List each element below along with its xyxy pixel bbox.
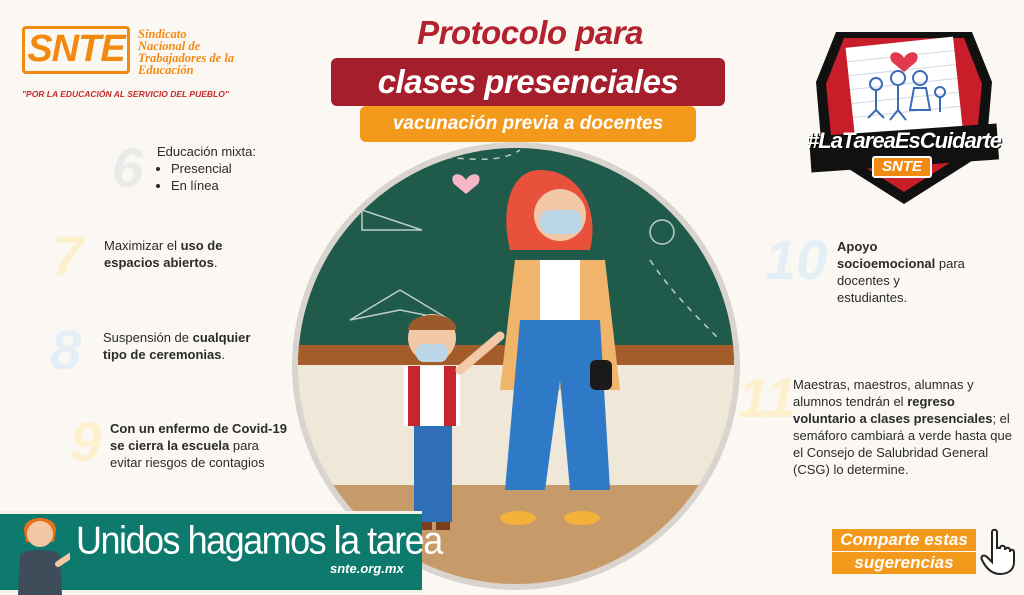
item-8-number: 8 (50, 318, 82, 381)
bullet-en-linea: • En línea (171, 177, 307, 194)
subtitle-banner: vacunación previa a docentes (360, 106, 696, 142)
share-line-2: sugerencias (832, 552, 976, 574)
item-8-text: Suspensión de cualquier tipo de ceremonias. (103, 330, 251, 362)
item-10-text: Apoyo socioemocional para docentes y estudiantes. (837, 239, 965, 305)
campaign-hashtag: #LaTareaEsCuidarte (807, 128, 1001, 153)
teacher-pointing-icon (14, 508, 70, 595)
item-9-number: 9 (70, 410, 102, 473)
share-line-1: Comparte estas (832, 529, 976, 551)
website-link[interactable]: snte.org.mx (330, 561, 404, 576)
snte-logo: SNTE (22, 26, 130, 74)
item-11-text: Maestras, maestros, alumnas y alumnos tendrán el regreso voluntario a clases presenciales; el semáforo cambiará a verde hasta que el Consejo de Salubridad General (CSG) lo determine. (793, 377, 1012, 477)
title-line-2: clases presenciales (331, 58, 725, 106)
share-button[interactable] (832, 528, 976, 575)
org-name: Sindicato Nacional de Trabajadores de la Educación (138, 27, 235, 77)
item-7-text: Maximizar el uso de espacios abiertos. (104, 238, 223, 270)
badge-snte-logo: SNTE (872, 156, 932, 178)
org-motto: "POR LA EDUCACIÓN AL SERVICIO DEL PUEBLO" (22, 89, 229, 99)
slogan-text: Unidos hagamos la tarea (76, 518, 442, 563)
campaign-badge (806, 22, 1002, 208)
item-10-number: 10 (765, 228, 828, 291)
bullet-presencial: • Presencial (171, 160, 307, 177)
item-11-number: 11 (738, 366, 797, 429)
item-9-text: Con un enfermo de Covid-19 se cierra la escuela para evitar riesgos de contagios (110, 421, 287, 470)
item-6-number: 6 (112, 136, 144, 199)
title-line-1: Protocolo para (417, 14, 643, 51)
pointer-hand-icon (978, 528, 1016, 576)
item-6-text: Educación mixta: • Presencial • En línea (157, 143, 307, 194)
item-7-number: 7 (52, 224, 84, 287)
